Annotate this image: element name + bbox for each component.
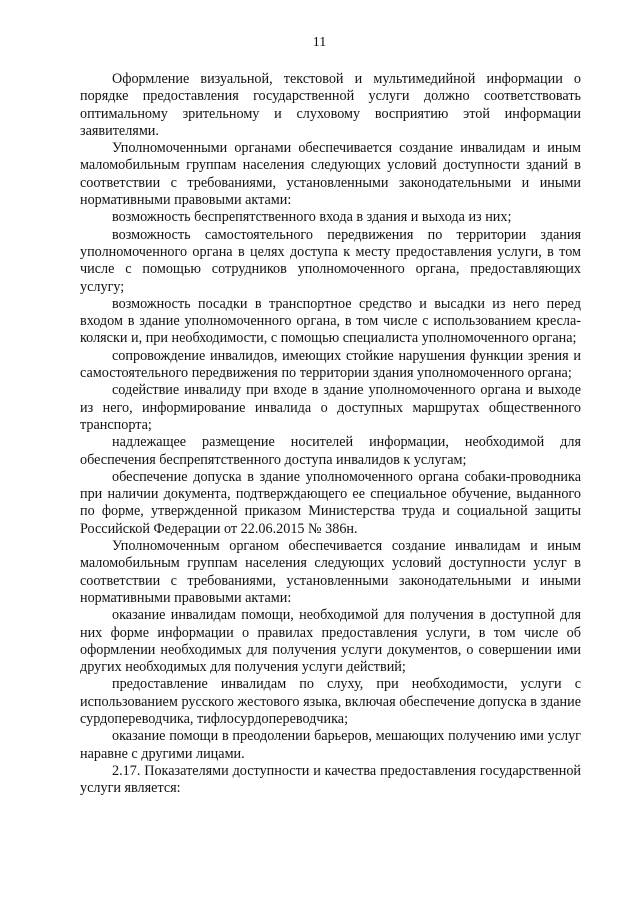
paragraph-movement-on-territory: возможность самостоятельного передвижения по территории здания уполномоченного органа в целях доступа к месту предоставления услуги, в том числе с помощью сотрудников уполномоченного органа, предоставляющих услугу;: [80, 226, 581, 295]
paragraph-help-obtaining-info: оказание инвалидам помощи, необходимой для получения в доступной для них форме информации о правилах предоставления услуги, в том числе об оформлении необходимых для получения услуги документов, о совершении ими других необходимых для получения услуги действий;: [80, 607, 581, 676]
paragraph-entry-exit: возможность беспрепятственного входа в здания и выхода из них;: [112, 209, 512, 226]
paragraph-assistance-at-entrance: содействие инвалиду при входе в здание уполномоченного органа и выходе из него, информирование инвалида о доступных маршрутах общественного транспорта;: [80, 382, 581, 433]
paragraph-sign-language: предоставление инвалидам по слуху, при необходимости, услуги с использованием русского жестового языка, включая обеспечение допуска в здание сурдопереводчика, тифлосурдопереводчика;: [80, 676, 581, 727]
paragraph-transport-boarding: возможность посадки в транспортное средство и высадки из него перед входом в здание уполномоченного органа, в том числе с использованием кресла-коляски и, при необходимости, с помощью специалиста уполномоченного органа;: [80, 295, 581, 347]
paragraph-service-accessibility-intro: Уполномоченным органом обеспечивается создание инвалидам и иным маломобильным группам населения следующих условий доступности услуг в соответствии с требованиями, установленными законодательными и иными нормативными правовыми актами:: [80, 538, 581, 606]
paragraph-information-carriers: надлежащее размещение носителей информации, необходимой для обеспечения беспрепятственного доступа инвалидов к услугам;: [80, 434, 581, 468]
paragraph-escort: сопровождение инвалидов, имеющих стойкие нарушения функции зрения и самостоятельного передвижения по территории здания уполномоченного органа;: [80, 347, 581, 382]
paragraph-overcoming-barriers: оказание помощи в преодолении барьеров, мешающих получению ими услуг наравне с другими лицами.: [80, 728, 581, 762]
paragraph-info-presentation: Оформление визуальной, текстовой и мультимедийной информации о порядке предоставления государственной услуги должно соответствовать оптимальному зрительному и слуховому восприятию этой информации заявителями.: [80, 71, 581, 139]
paragraph-guide-dog: обеспечение допуска в здание уполномоченного органа собаки-проводника при наличии документа, подтверждающего ее специальное обучение, выданного по форме, утвержденной приказом Министерства труда и социальной защиты Российской Федерации от 22.06.2015 № 386н.: [80, 468, 581, 537]
document-body: [80, 71, 581, 797]
paragraph-section-2-17: 2.17. Показателями доступности и качества предоставления государственной услуги является:: [80, 762, 581, 797]
page-number: 11: [312, 35, 327, 50]
paragraph-building-accessibility-intro: Уполномоченными органами обеспечивается создание инвалидам и иным маломобильным группам населения следующих условий доступности зданий в соответствии с требованиями, установленными законодательными и иными нормативными правовыми актами:: [80, 140, 581, 209]
